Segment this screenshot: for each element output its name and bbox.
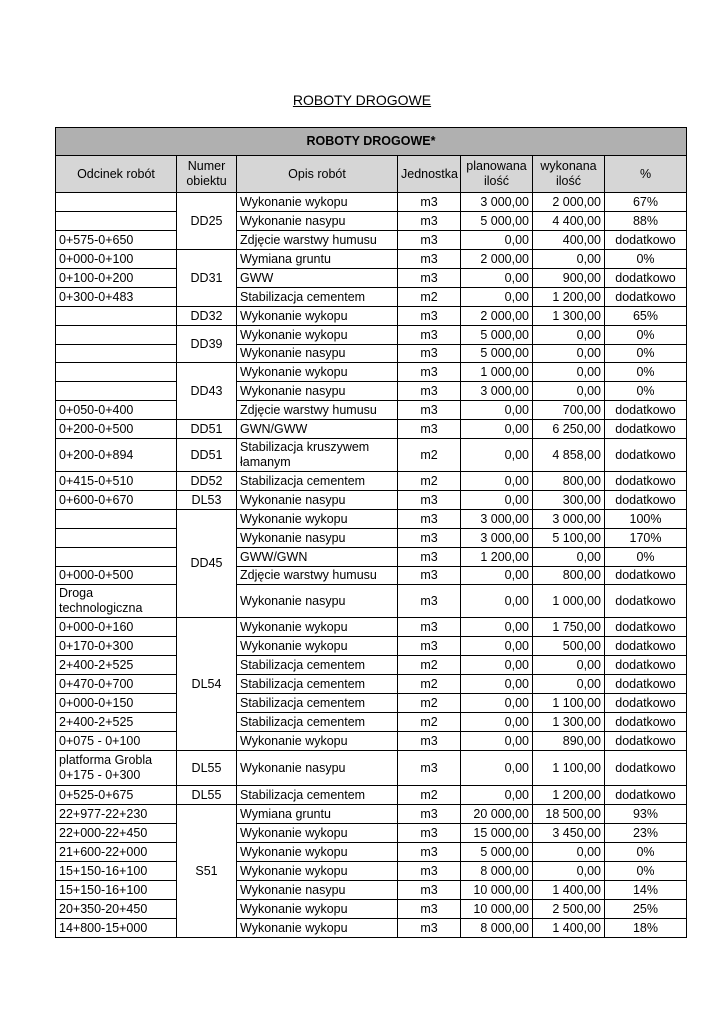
unit-cell: m3 (398, 529, 461, 548)
section-cell (56, 548, 177, 567)
done-cell: 400,00 (533, 231, 605, 250)
unit-cell: m2 (398, 694, 461, 713)
percent-cell: 0% (605, 382, 687, 401)
planned-cell: 0,00 (461, 567, 533, 585)
percent-cell: dodatkowo (605, 472, 687, 491)
percent-cell: dodatkowo (605, 585, 687, 618)
percent-cell: 0% (605, 843, 687, 862)
description-cell: Stabilizacja cementem (237, 694, 398, 713)
object-cell: DD32 (177, 307, 237, 326)
description-cell: Wykonanie nasypu (237, 881, 398, 900)
table-row (56, 656, 687, 675)
unit-cell: m2 (398, 439, 461, 472)
table-row (56, 548, 687, 567)
unit-cell: m3 (398, 618, 461, 637)
section-cell: 2+400-2+525 (56, 713, 177, 732)
description-cell: Wykonanie wykopu (237, 637, 398, 656)
done-cell: 0,00 (533, 548, 605, 567)
section-cell: 0+525-0+675 (56, 786, 177, 805)
description-cell: Wykonanie nasypu (237, 751, 398, 786)
percent-cell: 100% (605, 510, 687, 529)
col-object-header: Numer obiektu (177, 156, 237, 193)
unit-cell: m3 (398, 491, 461, 510)
section-cell: 22+000-22+450 (56, 824, 177, 843)
planned-cell: 0,00 (461, 694, 533, 713)
description-cell: Zdjęcie warstwy humusu (237, 231, 398, 250)
table-row (56, 824, 687, 843)
col-done-header: wykonana ilość (533, 156, 605, 193)
table-banner: ROBOTY DROGOWE* (56, 128, 687, 156)
description-cell: Wykonanie wykopu (237, 307, 398, 326)
description-cell: Stabilizacja kruszywem łamanym (237, 439, 398, 472)
done-cell: 700,00 (533, 401, 605, 420)
section-cell: 0+000-0+160 (56, 618, 177, 637)
description-cell: Stabilizacja cementem (237, 656, 398, 675)
unit-cell: m3 (398, 193, 461, 212)
percent-cell: 93% (605, 805, 687, 824)
done-cell: 5 100,00 (533, 529, 605, 548)
table-row (56, 491, 687, 510)
table-row (56, 250, 687, 269)
object-cell: DD25 (177, 193, 237, 250)
section-cell: 2+400-2+525 (56, 656, 177, 675)
col-unit-header: Jednostka (398, 156, 461, 193)
percent-cell: 23% (605, 824, 687, 843)
section-cell: 15+150-16+100 (56, 881, 177, 900)
unit-cell: m3 (398, 250, 461, 269)
section-cell: 0+200-0+500 (56, 420, 177, 439)
section-cell: 0+100-0+200 (56, 269, 177, 288)
unit-cell: m3 (398, 881, 461, 900)
done-cell: 1 750,00 (533, 618, 605, 637)
planned-cell: 1 000,00 (461, 363, 533, 382)
done-cell: 3 450,00 (533, 824, 605, 843)
section-cell: 0+000-0+100 (56, 250, 177, 269)
done-cell: 890,00 (533, 732, 605, 751)
table-row (56, 307, 687, 326)
section-cell: 0+415-0+510 (56, 472, 177, 491)
object-cell: DL55 (177, 786, 237, 805)
planned-cell: 0,00 (461, 439, 533, 472)
planned-cell: 3 000,00 (461, 529, 533, 548)
unit-cell: m3 (398, 345, 461, 363)
planned-cell: 8 000,00 (461, 862, 533, 881)
done-cell: 1 200,00 (533, 786, 605, 805)
description-cell: Wykonanie wykopu (237, 919, 398, 938)
section-cell: 14+800-15+000 (56, 919, 177, 938)
done-cell: 0,00 (533, 382, 605, 401)
percent-cell: 0% (605, 250, 687, 269)
planned-cell: 0,00 (461, 713, 533, 732)
description-cell: Stabilizacja cementem (237, 713, 398, 732)
planned-cell: 0,00 (461, 675, 533, 694)
unit-cell: m3 (398, 637, 461, 656)
unit-cell: m3 (398, 269, 461, 288)
done-cell: 300,00 (533, 491, 605, 510)
done-cell: 1 400,00 (533, 881, 605, 900)
unit-cell: m3 (398, 510, 461, 529)
section-cell (56, 529, 177, 548)
unit-cell: m3 (398, 382, 461, 401)
done-cell: 0,00 (533, 363, 605, 382)
unit-cell: m2 (398, 656, 461, 675)
percent-cell: dodatkowo (605, 786, 687, 805)
percent-cell: 170% (605, 529, 687, 548)
done-cell: 900,00 (533, 269, 605, 288)
section-cell (56, 510, 177, 529)
table-row (56, 805, 687, 824)
table-row (56, 713, 687, 732)
col-planned-header: planowana ilość (461, 156, 533, 193)
description-cell: Wykonanie wykopu (237, 193, 398, 212)
done-cell: 800,00 (533, 567, 605, 585)
section-cell: 20+350-20+450 (56, 900, 177, 919)
planned-cell: 0,00 (461, 401, 533, 420)
description-cell: Zdjęcie warstwy humusu (237, 567, 398, 585)
description-cell: Stabilizacja cementem (237, 472, 398, 491)
table-row (56, 843, 687, 862)
unit-cell: m3 (398, 805, 461, 824)
unit-cell: m3 (398, 919, 461, 938)
col-percent-header: % (605, 156, 687, 193)
section-cell: Droga technologiczna (56, 585, 177, 618)
unit-cell: m2 (398, 675, 461, 694)
percent-cell: 0% (605, 548, 687, 567)
done-cell: 0,00 (533, 250, 605, 269)
section-cell: 0+075 - 0+100 (56, 732, 177, 751)
section-cell: platforma Grobla 0+175 - 0+300 (56, 751, 177, 786)
table-row (56, 881, 687, 900)
unit-cell: m3 (398, 732, 461, 751)
percent-cell: 0% (605, 363, 687, 382)
unit-cell: m2 (398, 713, 461, 732)
percent-cell: dodatkowo (605, 751, 687, 786)
planned-cell: 0,00 (461, 656, 533, 675)
planned-cell: 1 200,00 (461, 548, 533, 567)
object-cell: DD43 (177, 363, 237, 420)
section-cell (56, 212, 177, 231)
description-cell: GWW/GWN (237, 548, 398, 567)
planned-cell: 0,00 (461, 751, 533, 786)
object-cell: DD52 (177, 472, 237, 491)
percent-cell: dodatkowo (605, 491, 687, 510)
planned-cell: 0,00 (461, 732, 533, 751)
object-cell: DL53 (177, 491, 237, 510)
done-cell: 3 000,00 (533, 510, 605, 529)
table-row (56, 472, 687, 491)
done-cell: 1 200,00 (533, 288, 605, 307)
planned-cell: 5 000,00 (461, 212, 533, 231)
percent-cell: 0% (605, 326, 687, 345)
percent-cell: dodatkowo (605, 439, 687, 472)
done-cell: 0,00 (533, 326, 605, 345)
done-cell: 6 250,00 (533, 420, 605, 439)
section-cell: 0+575-0+650 (56, 231, 177, 250)
planned-cell: 0,00 (461, 618, 533, 637)
unit-cell: m2 (398, 786, 461, 805)
description-cell: Wykonanie nasypu (237, 212, 398, 231)
unit-cell: m3 (398, 231, 461, 250)
planned-cell: 3 000,00 (461, 193, 533, 212)
section-cell: 0+170-0+300 (56, 637, 177, 656)
percent-cell: dodatkowo (605, 231, 687, 250)
description-cell: Wykonanie wykopu (237, 510, 398, 529)
unit-cell: m3 (398, 363, 461, 382)
unit-cell: m3 (398, 843, 461, 862)
done-cell: 0,00 (533, 675, 605, 694)
object-cell: DL55 (177, 751, 237, 786)
planned-cell: 0,00 (461, 585, 533, 618)
done-cell: 1 000,00 (533, 585, 605, 618)
table-row (56, 510, 687, 529)
description-cell: Wykonanie nasypu (237, 491, 398, 510)
section-cell: 0+000-0+500 (56, 567, 177, 585)
section-cell (56, 193, 177, 212)
section-cell: 0+000-0+150 (56, 694, 177, 713)
object-cell: DD31 (177, 250, 237, 307)
unit-cell: m3 (398, 567, 461, 585)
done-cell: 0,00 (533, 843, 605, 862)
planned-cell: 5 000,00 (461, 843, 533, 862)
section-cell: 0+050-0+400 (56, 401, 177, 420)
planned-cell: 10 000,00 (461, 900, 533, 919)
unit-cell: m3 (398, 307, 461, 326)
unit-cell: m2 (398, 472, 461, 491)
description-cell: GWN/GWW (237, 420, 398, 439)
unit-cell: m3 (398, 585, 461, 618)
description-cell: Wykonanie wykopu (237, 618, 398, 637)
table-row (56, 401, 687, 420)
percent-cell: 18% (605, 919, 687, 938)
section-cell (56, 382, 177, 401)
table-row (56, 637, 687, 656)
percent-cell: 0% (605, 345, 687, 363)
table-row (56, 567, 687, 585)
done-cell: 2 000,00 (533, 193, 605, 212)
percent-cell: dodatkowo (605, 656, 687, 675)
document-title: ROBOTY DROGOWE (292, 92, 432, 108)
section-cell: 15+150-16+100 (56, 862, 177, 881)
table-row (56, 363, 687, 382)
unit-cell: m3 (398, 751, 461, 786)
planned-cell: 0,00 (461, 288, 533, 307)
percent-cell: dodatkowo (605, 420, 687, 439)
description-cell: Wykonanie wykopu (237, 824, 398, 843)
table-row (56, 732, 687, 751)
table-row (56, 751, 687, 786)
section-cell: 21+600-22+000 (56, 843, 177, 862)
table-row (56, 382, 687, 401)
unit-cell: m3 (398, 862, 461, 881)
table-row (56, 212, 687, 231)
planned-cell: 0,00 (461, 786, 533, 805)
percent-cell: dodatkowo (605, 401, 687, 420)
table-row (56, 529, 687, 548)
description-cell: Wykonanie wykopu (237, 326, 398, 345)
unit-cell: m3 (398, 900, 461, 919)
roads-table (55, 127, 687, 938)
section-cell: 0+470-0+700 (56, 675, 177, 694)
percent-cell: 67% (605, 193, 687, 212)
planned-cell: 8 000,00 (461, 919, 533, 938)
planned-cell: 0,00 (461, 231, 533, 250)
table-row (56, 862, 687, 881)
description-cell: Wykonanie wykopu (237, 363, 398, 382)
percent-cell: dodatkowo (605, 269, 687, 288)
table-row (56, 694, 687, 713)
planned-cell: 15 000,00 (461, 824, 533, 843)
section-cell: 0+600-0+670 (56, 491, 177, 510)
percent-cell: 25% (605, 900, 687, 919)
done-cell: 500,00 (533, 637, 605, 656)
percent-cell: dodatkowo (605, 732, 687, 751)
object-cell: DD45 (177, 510, 237, 618)
section-cell (56, 326, 177, 345)
percent-cell: dodatkowo (605, 618, 687, 637)
section-cell (56, 345, 177, 363)
planned-cell: 0,00 (461, 269, 533, 288)
unit-cell: m3 (398, 420, 461, 439)
done-cell: 800,00 (533, 472, 605, 491)
object-cell: DD51 (177, 420, 237, 439)
planned-cell: 3 000,00 (461, 382, 533, 401)
done-cell: 4 858,00 (533, 439, 605, 472)
planned-cell: 20 000,00 (461, 805, 533, 824)
done-cell: 1 300,00 (533, 307, 605, 326)
done-cell: 1 400,00 (533, 919, 605, 938)
col-description-header: Opis robót (237, 156, 398, 193)
table-row (56, 269, 687, 288)
object-cell: DD51 (177, 439, 237, 472)
description-cell: Wykonanie nasypu (237, 585, 398, 618)
done-cell: 1 100,00 (533, 694, 605, 713)
description-cell: Wykonanie wykopu (237, 732, 398, 751)
table-body (56, 193, 687, 938)
planned-cell: 2 000,00 (461, 250, 533, 269)
object-cell: DL54 (177, 618, 237, 751)
object-cell: S51 (177, 805, 237, 938)
description-cell: Stabilizacja cementem (237, 675, 398, 694)
planned-cell: 0,00 (461, 491, 533, 510)
percent-cell: dodatkowo (605, 288, 687, 307)
table-row (56, 288, 687, 307)
description-cell: Wykonanie nasypu (237, 529, 398, 548)
unit-cell: m2 (398, 288, 461, 307)
percent-cell: 0% (605, 862, 687, 881)
planned-cell: 0,00 (461, 637, 533, 656)
done-cell: 2 500,00 (533, 900, 605, 919)
planned-cell: 0,00 (461, 472, 533, 491)
planned-cell: 0,00 (461, 420, 533, 439)
planned-cell: 3 000,00 (461, 510, 533, 529)
unit-cell: m3 (398, 824, 461, 843)
section-cell (56, 307, 177, 326)
percent-cell: dodatkowo (605, 675, 687, 694)
done-cell: 1 100,00 (533, 751, 605, 786)
description-cell: Wymiana gruntu (237, 805, 398, 824)
description-cell: Wykonanie wykopu (237, 862, 398, 881)
description-cell: Stabilizacja cementem (237, 786, 398, 805)
done-cell: 0,00 (533, 862, 605, 881)
table-row (56, 420, 687, 439)
percent-cell: 14% (605, 881, 687, 900)
table-row (56, 193, 687, 212)
description-cell: Zdjęcie warstwy humusu (237, 401, 398, 420)
table-row (56, 326, 687, 345)
table-row (56, 585, 687, 618)
table-row (56, 345, 687, 363)
description-cell: Wykonanie wykopu (237, 843, 398, 862)
description-cell: Wykonanie nasypu (237, 382, 398, 401)
description-cell: Stabilizacja cementem (237, 288, 398, 307)
done-cell: 18 500,00 (533, 805, 605, 824)
table-row (56, 900, 687, 919)
unit-cell: m3 (398, 401, 461, 420)
section-cell (56, 363, 177, 382)
table-row (56, 439, 687, 472)
done-cell: 0,00 (533, 656, 605, 675)
unit-cell: m3 (398, 548, 461, 567)
done-cell: 4 400,00 (533, 212, 605, 231)
description-cell: Wykonanie nasypu (237, 345, 398, 363)
planned-cell: 10 000,00 (461, 881, 533, 900)
table-row (56, 786, 687, 805)
percent-cell: 65% (605, 307, 687, 326)
table-row (56, 675, 687, 694)
object-cell: DD39 (177, 326, 237, 363)
percent-cell: dodatkowo (605, 694, 687, 713)
planned-cell: 5 000,00 (461, 326, 533, 345)
table-row (56, 231, 687, 250)
done-cell: 1 300,00 (533, 713, 605, 732)
percent-cell: 88% (605, 212, 687, 231)
section-cell: 0+200-0+894 (56, 439, 177, 472)
section-cell: 22+977-22+230 (56, 805, 177, 824)
table-row (56, 919, 687, 938)
percent-cell: dodatkowo (605, 713, 687, 732)
table-row (56, 618, 687, 637)
planned-cell: 2 000,00 (461, 307, 533, 326)
unit-cell: m3 (398, 326, 461, 345)
description-cell: Wykonanie wykopu (237, 900, 398, 919)
section-cell: 0+300-0+483 (56, 288, 177, 307)
percent-cell: dodatkowo (605, 567, 687, 585)
done-cell: 0,00 (533, 345, 605, 363)
percent-cell: dodatkowo (605, 637, 687, 656)
planned-cell: 5 000,00 (461, 345, 533, 363)
description-cell: GWW (237, 269, 398, 288)
unit-cell: m3 (398, 212, 461, 231)
col-section-header: Odcinek robót (56, 156, 177, 193)
description-cell: Wymiana gruntu (237, 250, 398, 269)
